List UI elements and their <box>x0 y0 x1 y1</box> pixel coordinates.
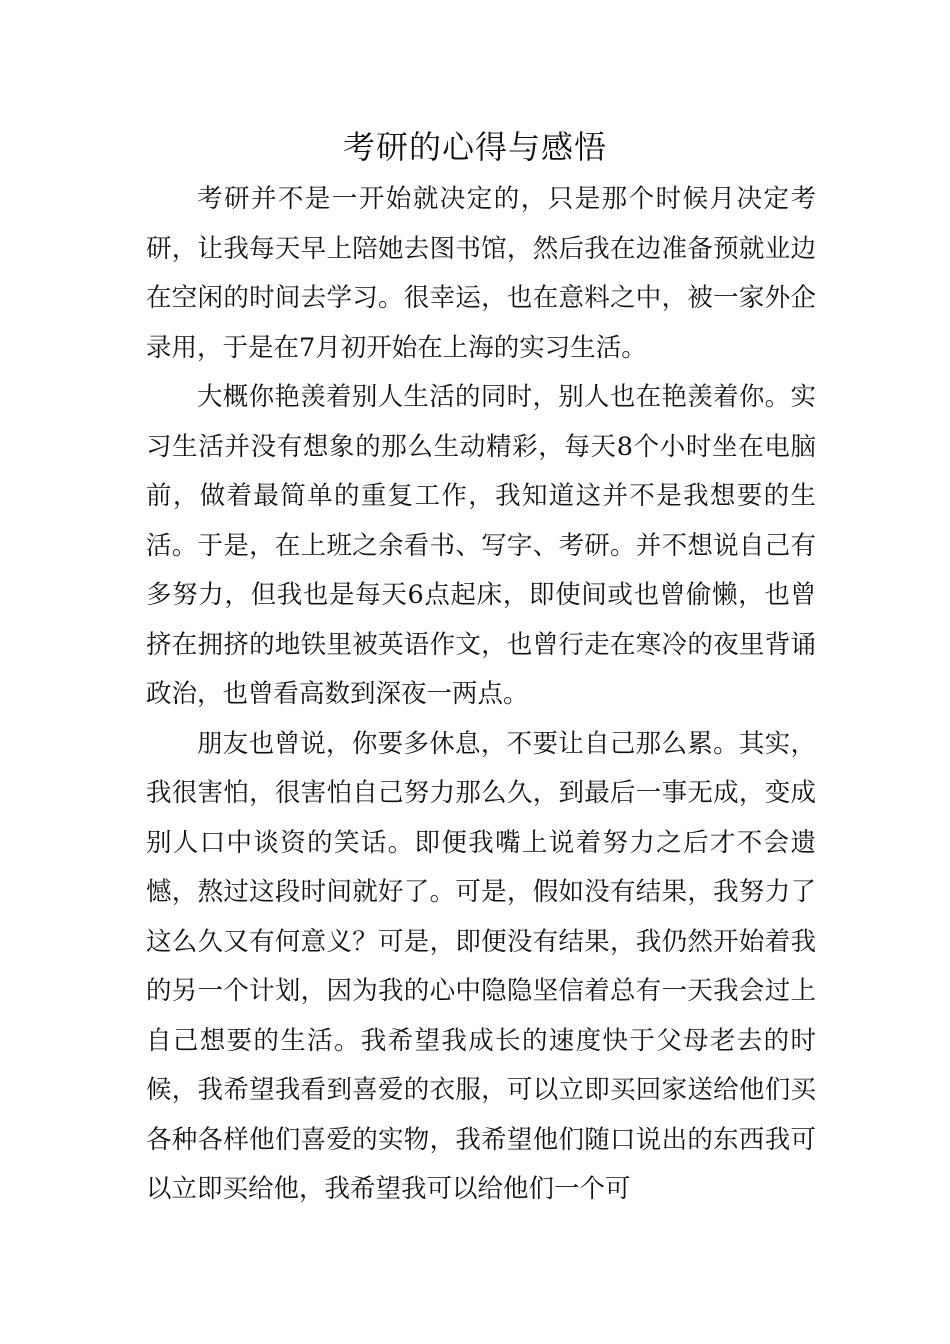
paragraph-2: 大概你艳羡着别人生活的同时，别人也在艳羡着你。实习生活并没有想象的那么生动精彩，每天8个小时坐在电脑前，做着最简单的重复工作，我知道这并不是我想要的生活。于是，在上班之余看书、写字、考研。并不想说自己有多努力，但我也是每天6点起床，即使间或也曾偷懒，也曾挤在拥挤的地铁里被英语作文，也曾行走在寒冷的夜里背诵政治，也曾看高数到深夜一两点。 <box>146 382 816 709</box>
document-body <box>146 175 816 1215</box>
document-title: 考研的心得与感悟 <box>342 128 607 166</box>
paragraph-1: 考研并不是一开始就决定的，只是那个时候月决定考研，让我每天早上陪她去图书馆，然后我在边准备预就业边在空闲的时间去学习。很幸运，也在意料之中，被一家外企录用，于是在7月初开始在上海的实习生活。 <box>146 184 816 363</box>
paragraph-3: 朋友也曾说，你要多休息，不要让自己那么累。其实，我很害怕，很害怕自己努力那么久，到最后一事无成，变成别人口中谈资的笑话。即便我嘴上说着努力之后才不会遗憾，熬过这段时间就好了。可是，假如没有结果，我努力了这么久又有何意义？可是，即便没有结果，我仍然开始着我的另一个计划，因为我的心中隐隐坚信着总有一天我会过上自己想要的生活。我希望我成长的速度快于父母老去的时候，我希望我看到喜爱的衣服，可以立即买回家送给他们买各种各样他们喜爱的实物，我希望他们随口说出的东西我可以立即买给他，我希望我可以给他们一个可 <box>146 728 816 1204</box>
